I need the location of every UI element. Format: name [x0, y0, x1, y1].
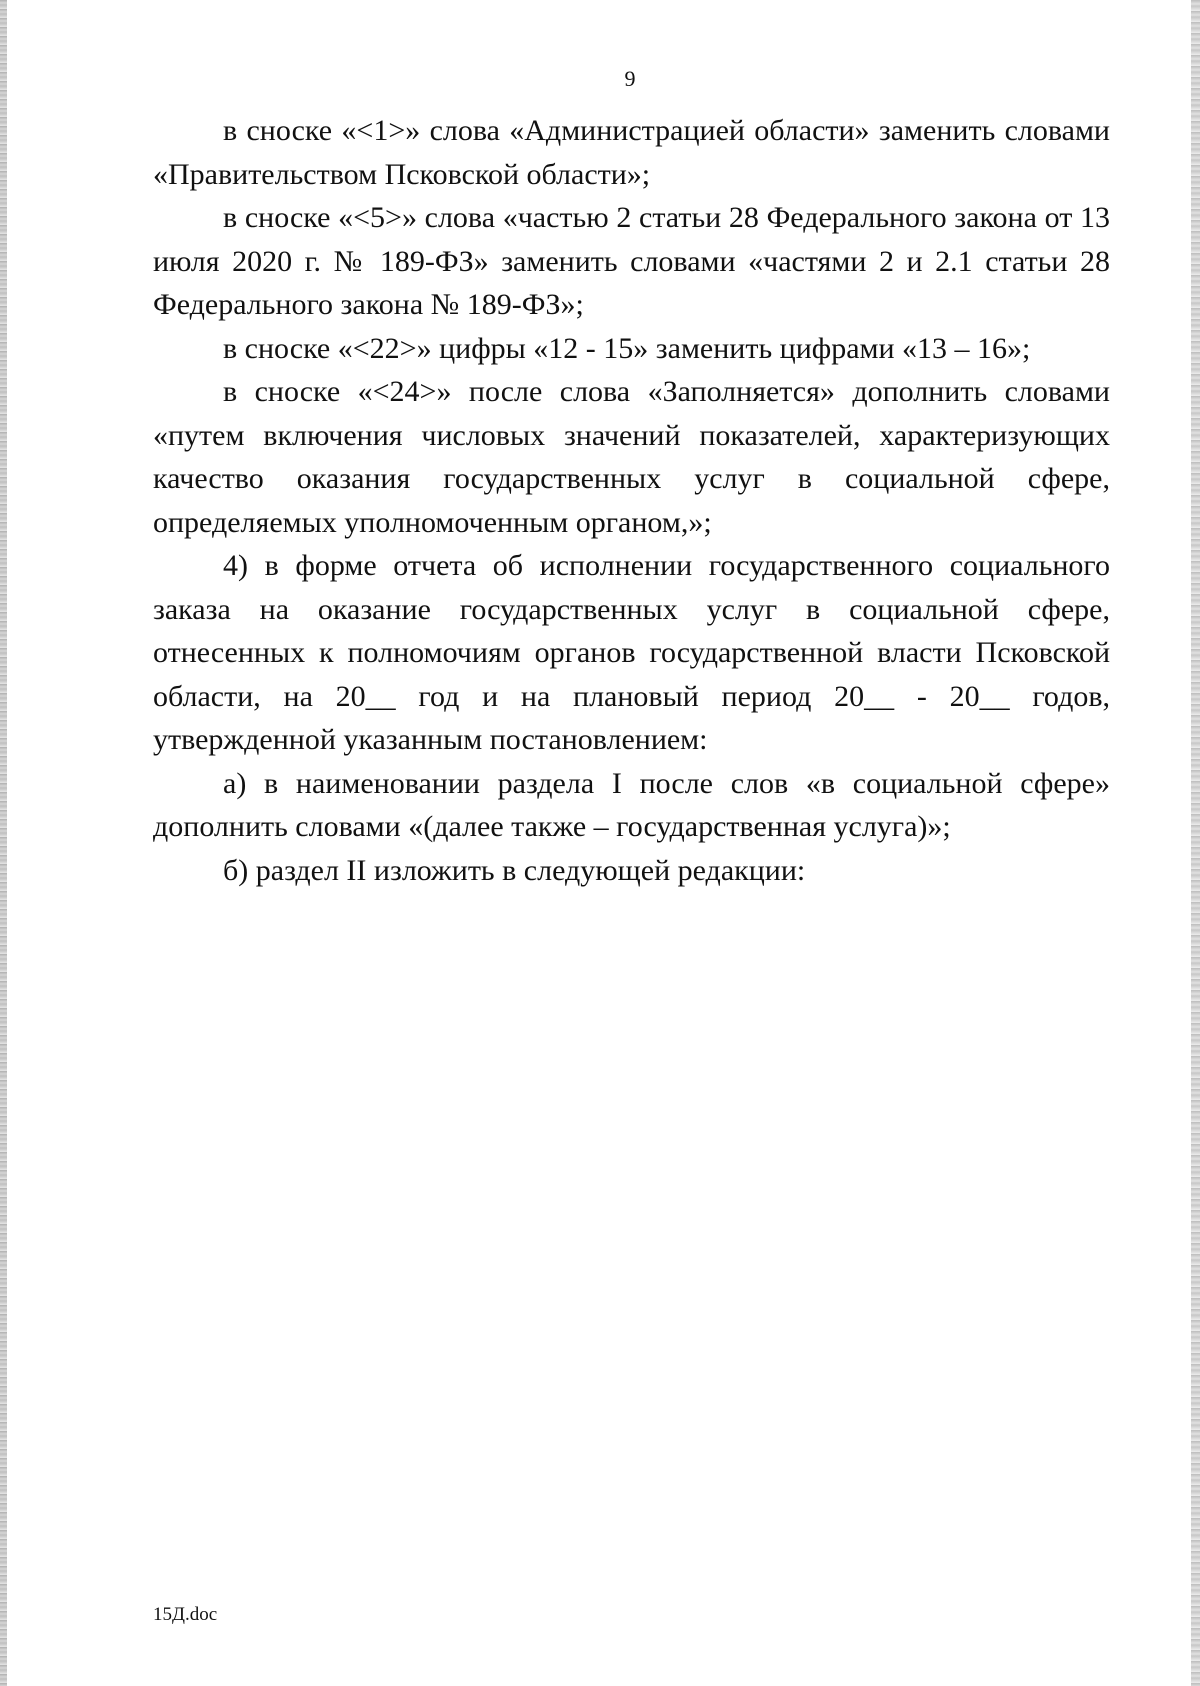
- paragraph-footnote-5: в сноске «<5>» слова «частью 2 статьи 28 Федерального закона от 13 июля 2020 г. № 189-ФЗ» заменить словами «частями 2 и 2.1 статьи 28 Федерального закона № 189-ФЗ»;: [153, 201, 1110, 321]
- paragraph-footnote-22: в сноске «<22>» цифры «12 - 15» заменить цифрами «13 – 16»;: [223, 331, 1031, 365]
- paragraph-item-b: б) раздел II изложить в следующей редакции:: [223, 853, 806, 887]
- paragraph-item-a: а) в наименовании раздела I после слов «в социальной сфере» дополнить словами «(далее также – государственная услуга)»;: [153, 766, 1110, 843]
- paragraph-item-4: 4) в форме отчета об исполнении государственного социального заказа на оказание государственных услуг в социальной сфере, отнесенных к полномочиям органов государственной власти Псковской области, на 20__ год и на плановый период 20__ - 20__ годов, утвержденной указанным постановлением:: [153, 549, 1110, 756]
- scan-edge-left: [0, 0, 7, 1686]
- page-number: 9: [624, 66, 636, 91]
- paragraph-footnote-1: в сноске «<1>» слова «Администрацией области» заменить словами «Правительством Псковской области»;: [153, 114, 1110, 191]
- scan-edge-right: [1191, 0, 1200, 1686]
- paragraph-footnote-24: в сноске «<24>» после слова «Заполняется» дополнить словами «путем включения числовых значений показателей, характеризующих качество оказания государственных услуг в социальной сфере, определяемых уполномоченным органом,»;: [153, 375, 1110, 539]
- body-text: [153, 109, 1110, 892]
- footer-filename: 15Д.doc: [153, 1604, 218, 1625]
